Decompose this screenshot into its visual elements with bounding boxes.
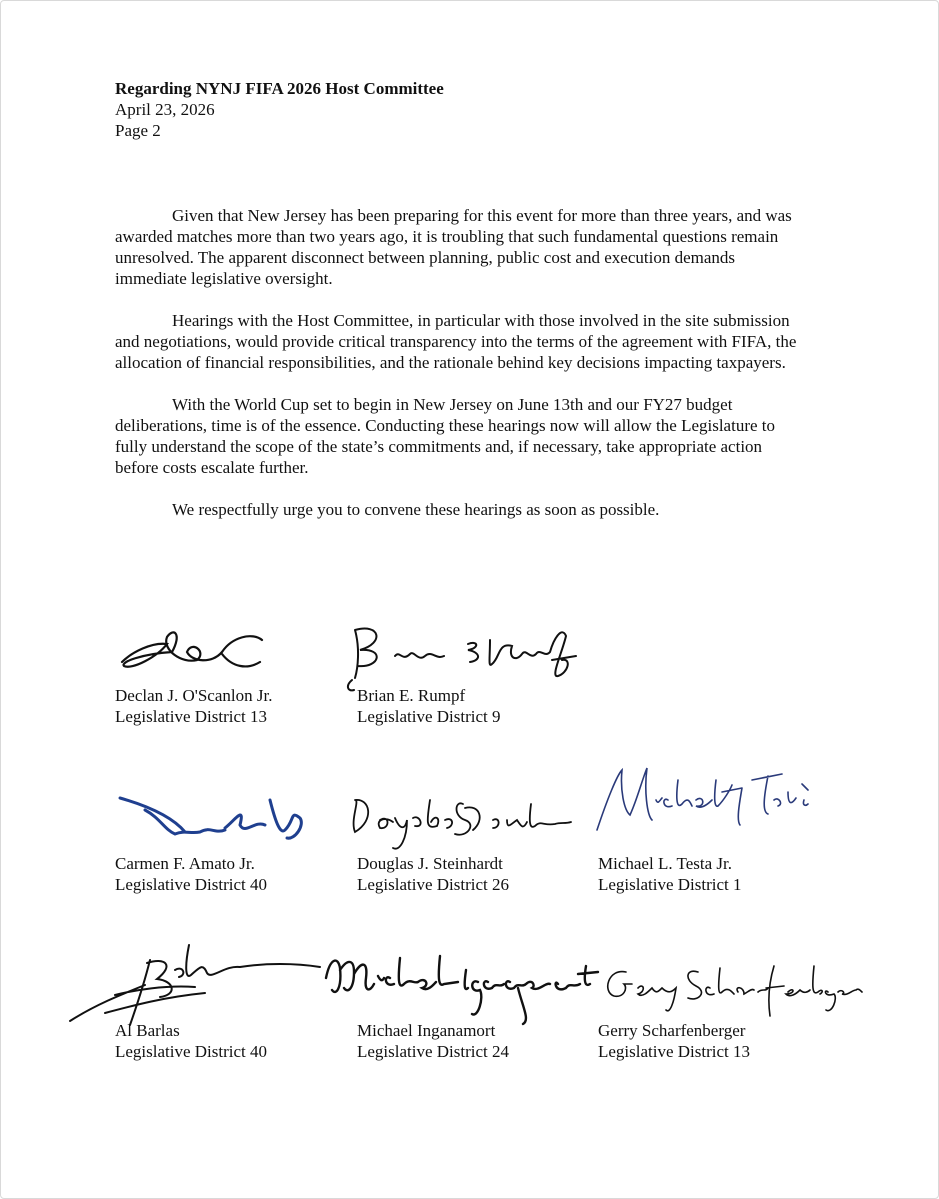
signatory-name: Carmen F. Amato Jr. (115, 854, 255, 873)
body-paragraph: We respectfully urge you to convene these hearings as soon as possible. (172, 500, 660, 519)
signature-oscanlon (112, 622, 272, 677)
signatory-block (357, 685, 607, 727)
signature-inganamort (318, 948, 600, 1028)
signatory-district: Legislative District 26 (357, 875, 510, 894)
signatory-district: Legislative District 40 (115, 1042, 268, 1061)
signature-stroke (122, 632, 262, 666)
signature-amato (115, 790, 315, 845)
body-paragraph: Hearings with the Host Committee, in particular with those involved in the site submission and negotiations, would provide critical transparency into the terms of the agreement with FIFA, the allocation of financial responsibilities, and the rationale behind key decisions impacting taxpayers. (115, 311, 797, 372)
signatory-block (357, 1020, 607, 1062)
signatory-name: Declan J. O'Scanlon Jr. (115, 686, 273, 705)
signatory-district: Legislative District 1 (598, 875, 742, 894)
body-paragraph: Given that New Jersey has been preparing for this event for more than three years, and was awarded matches more than two years ago, it is troubling that such fundamental questions remain unresolved. The apparent disconnect between planning, public cost and execution demands immediate legislative oversight. (115, 206, 792, 288)
signature-barlas (65, 935, 325, 1030)
signatory-block (115, 853, 365, 895)
signatory-block (598, 853, 848, 895)
signature-testa (592, 760, 817, 840)
signatory-district: Legislative District 13 (115, 707, 268, 726)
signatory-district: Legislative District 24 (357, 1042, 510, 1061)
letter-header (115, 78, 444, 141)
signatory-name: Al Barlas (115, 1021, 180, 1040)
signatory-district: Legislative District 40 (115, 875, 268, 894)
letter-body (115, 205, 805, 541)
signatory-district: Legislative District 13 (598, 1042, 751, 1061)
signatory-name: Gerry Scharfenberger (598, 1021, 746, 1040)
signatory-district: Legislative District 9 (357, 707, 501, 726)
signature-rumpf (340, 618, 590, 693)
signatory-block (357, 853, 607, 895)
signature-stroke (120, 798, 301, 838)
signature-stroke (70, 945, 320, 1025)
page-number: Page 2 (115, 121, 161, 140)
signature-scharfenberger (598, 958, 863, 1023)
signatory-block (598, 1020, 848, 1062)
signatory-name: Michael Inganamort (357, 1021, 496, 1040)
body-paragraph: With the World Cup set to begin in New Jersey on June 13th and our FY27 budget deliberations, time is of the essence. Conducting these hearings now will allow the Legislature to fully understand the scope of the state’s commitments and, if necessary, take appropriate action before costs escalate further. (115, 395, 776, 477)
signature-stroke (597, 768, 808, 830)
signatory-name: Brian E. Rumpf (357, 686, 466, 705)
signatory-name: Michael L. Testa Jr. (598, 854, 732, 873)
signatory-block (115, 685, 365, 727)
signatory-name: Douglas J. Steinhardt (357, 854, 503, 873)
letter-date: April 23, 2026 (115, 100, 215, 119)
signature-stroke (608, 966, 862, 1016)
signature-stroke (326, 956, 598, 1024)
letter-subject: Regarding NYNJ FIFA 2026 Host Committee (115, 79, 444, 98)
signature-stroke (354, 800, 571, 849)
signature-stroke (348, 629, 576, 691)
